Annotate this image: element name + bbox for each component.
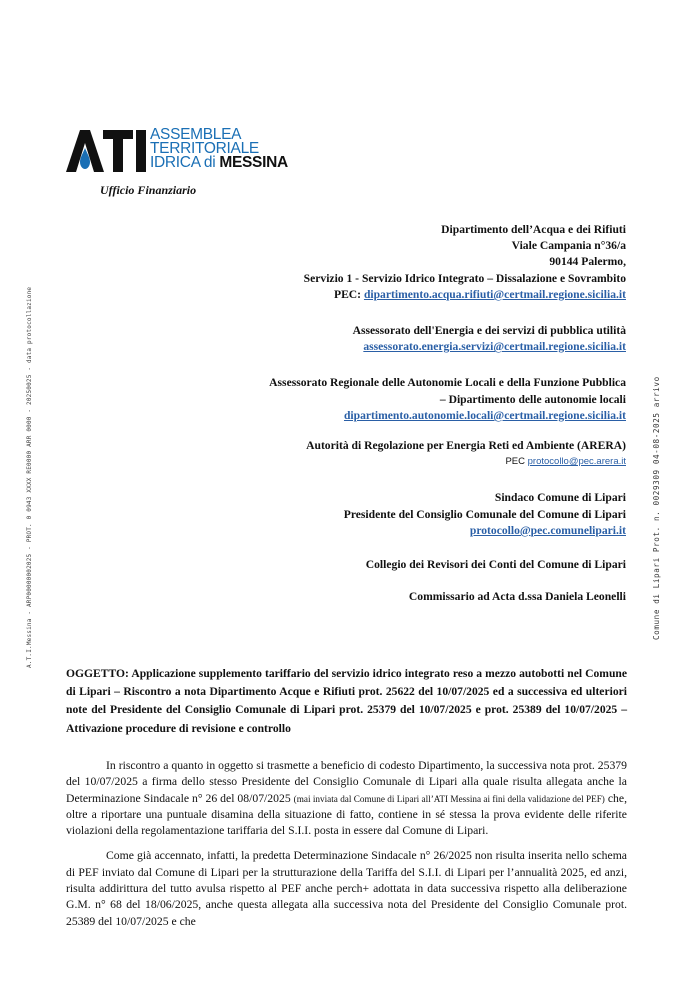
ati-logo-text <box>150 128 288 170</box>
recipient-line: Autorità di Regolazione per Energia Reti ed Ambiente (ARERA) <box>306 439 626 453</box>
pec-email-link[interactable]: dipartimento.acqua.rifiuti@certmail.regione.sicilia.it <box>363 287 626 301</box>
recipient-sindaco-lipari <box>186 490 626 539</box>
recipient-line: Presidente del Consiglio Comunale del Comune di Lipari <box>343 507 626 521</box>
ati-logo <box>66 126 296 176</box>
recipient-revisori <box>186 557 626 573</box>
recipient-arera <box>186 438 626 470</box>
office-name: Ufficio Finanziario <box>100 183 197 197</box>
recipient-line: – Dipartimento delle autonomie locali <box>439 392 626 406</box>
protocol-stamp-right: Comune di Lipari Prot. n. 0029309 04-08-2025 arrivo <box>652 376 661 640</box>
recipient-line: Collegio dei Revisori dei Conti del Comune di Lipari <box>365 558 626 572</box>
recipient-line: Assessorato dell'Energia e dei servizi di pubblica utilità <box>352 324 626 338</box>
logo-line-3-bold: MESSINA <box>219 154 288 171</box>
recipient-assessorato-autonomie <box>186 375 626 424</box>
recipient-line: Dipartimento dell’Acqua e dei Rifiuti <box>441 223 626 236</box>
logo-line-3 <box>150 156 288 170</box>
paragraph-text: In riscontro a quanto in oggetto si trasmette a beneficio di codesto Dipartimento, la successiva nota prot. 25379 del 10/07/2025 a firma dello stesso Presidente del Consiglio Comunale di Lipari alla quale risulta allegata anche la Determinazione Sindacale n° 26 del 08/07/2025 <box>66 759 627 805</box>
recipient-dipartimento-acqua <box>186 222 626 303</box>
recipient-pec-line <box>186 287 626 303</box>
recipient-line: Servizio 1 - Servizio Idrico Integrato – Dissalazione e Sovrambito <box>303 271 626 285</box>
paragraph-note: (mai inviata dal Comune di Lipari all’ATI Messina ai fini della validazione del PEF) <box>293 793 605 804</box>
recipients-block <box>186 222 626 619</box>
recipient-commissario <box>186 589 626 605</box>
paragraph-text: che, oltre a riportare una puntuale disamina della situazione di fatto, contiene in sé stessa la prova evidente delle riferite violazioni della regolamentazione tariffaria del S.I.I. posta in essere dal Comune di Lipari. <box>66 791 627 838</box>
logo-line-2: TERRITORIALE <box>150 140 259 157</box>
ati-logo-mark <box>66 126 150 176</box>
letter-body <box>66 758 627 939</box>
pec-label: PEC: <box>333 287 364 301</box>
email-link[interactable]: protocollo@pec.comunelipari.it <box>469 523 626 537</box>
logo-line-1: ASSEMBLEA <box>150 126 242 143</box>
logo-line-3-prefix: IDRICA di <box>150 154 220 171</box>
pec-email-link[interactable]: protocollo@pec.arera.it <box>527 456 626 468</box>
pec-label: PEC <box>505 456 528 468</box>
recipient-line: Commissario ad Acta d.ssa Daniela Leonelli <box>408 590 626 604</box>
recipient-line: Sindaco Comune di Lipari <box>494 491 626 505</box>
body-paragraph-1 <box>66 758 627 839</box>
recipient-pec-line <box>186 454 626 470</box>
recipient-line: 90144 Palermo, <box>549 255 626 269</box>
recipient-line: Viale Campania n°36/a <box>511 239 626 253</box>
protocol-stamp-left: A.T.I.Messina - ARP00000002025 - PROT. 0 0943 XXXX RE0000 ARR 0000 - 20250025 - data protocollazione <box>26 286 33 668</box>
email-link[interactable]: dipartimento.autonomie.locali@certmail.regione.sicilia.it <box>343 408 626 422</box>
email-link[interactable]: assessorato.energia.servizi@certmail.regione.sicilia.it <box>363 340 626 354</box>
subject-paragraph: OGGETTO: Applicazione supplemento tariffario del servizio idrico integrato reso a mezzo autobotti nel Comune di Lipari – Riscontro a nota Dipartimento Acque e Rifiuti prot. 25622 del 10/07/2025 ed a successiva ed ulteriori note del Presidente del Consiglio Comunale di Lipari prot. 25379 del 10/07/2025 e prot. 25389 del 10/07/2025 – Attivazione procedure di revisione e controllo <box>66 667 627 735</box>
recipient-assessorato-energia <box>186 323 626 355</box>
recipient-line: Assessorato Regionale delle Autonomie Locali e della Funzione Pubblica <box>269 376 626 390</box>
body-paragraph-2: Come già accennato, infatti, la predetta Determinazione Sindacale n° 26/2025 non risulta inserita nello schema di PEF inviato dal Comune di Lipari per la strutturazione della Tariffa del S.I.I. di Lipari per l’annualità 2025, ed anzi, risulta addirittura del tutto avulsa rispetto al PEF anche perch+ adottata in data successiva rispetto alla deliberazione G.M. n° 68 del 18/06/2025, anche questa allegata alla successiva nota del Presidente del Consiglio Comunale prot. 25389 del 10/07/2025 e che <box>66 849 627 928</box>
